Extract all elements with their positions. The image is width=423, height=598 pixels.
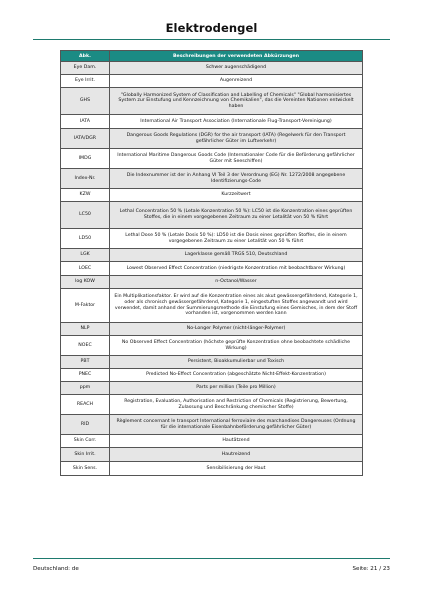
table-body [61, 62, 363, 476]
abbreviation-cell: GHS [61, 88, 110, 115]
description-cell: Règlement concernant le transport International ferroviaire des marchandises Dangereuses (Ordnung für die internationale Eisenbahnbeförderung gefährlicher Güter) [110, 415, 363, 435]
table-row [61, 448, 363, 462]
table-row [61, 129, 363, 149]
table-row [61, 323, 363, 336]
abbreviation-cell: Index-Nr. [61, 169, 110, 189]
header-description: Beschreibungen der verwendeten Abkürzungen [110, 51, 363, 62]
table-row [61, 382, 363, 395]
abbreviation-cell: REACH [61, 395, 110, 415]
description-cell: Augenreizend [110, 75, 363, 88]
description-cell: Sensibilisierung der Haut [110, 462, 363, 476]
description-cell: n-Octanol/Wasser [110, 276, 363, 289]
abbreviation-cell: Eye Irrit. [61, 75, 110, 88]
table-row [61, 435, 363, 448]
footer-rule [33, 558, 390, 559]
abbreviation-cell: LD50 [61, 229, 110, 249]
description-cell: Parts per million (Teile pro Million) [110, 382, 363, 395]
table-row [61, 75, 363, 88]
footer-country: Deutschland: de [33, 566, 79, 572]
table-header-row [61, 51, 363, 62]
description-cell: Hautätzend [110, 435, 363, 448]
page-title: Elektrodengel [165, 21, 258, 35]
abbreviation-cell: LGK [61, 249, 110, 262]
description-cell: "Globally Harmonized System of Classification and Labelling of Chemicals" "Global harmonisiertes System zur Einstufung und Kennzeichnung von Chemikalien", das die Vereinten Nationen entwickelt haben [110, 88, 363, 115]
table-row [61, 369, 363, 382]
abbreviation-cell: NLP [61, 323, 110, 336]
description-cell: Hautreizend [110, 448, 363, 462]
table-row [61, 462, 363, 476]
abbreviation-cell: Skin Irrit. [61, 448, 110, 462]
table-row [61, 249, 363, 262]
description-cell: International Air Transport Association (Internationale Flug-Transport-Vereinigung) [110, 115, 363, 129]
table-row [61, 149, 363, 169]
abbreviation-cell: IMDG [61, 149, 110, 169]
description-cell: Die Indexnummer ist der in Anhang VI Teil 3 der Verordnung (EG) Nr. 1272/2008 angegebene Identifizierungs-Code [110, 169, 363, 189]
table-row [61, 229, 363, 249]
table-row [61, 415, 363, 435]
table-row [61, 189, 363, 202]
table-row [61, 88, 363, 115]
abbreviation-cell: RID [61, 415, 110, 435]
abbreviation-cell: ppm [61, 382, 110, 395]
abbreviations-table [60, 50, 363, 476]
description-cell: Lowest Observed Effect Concentration (niedrigste Konzentration mit beobachtbarer Wirkung) [110, 262, 363, 276]
description-cell: Kurzzeitwert [110, 189, 363, 202]
description-cell: Dangerous Goods Regulations (DGR) for the air transport (IATA) (Regelwerk für den Transport gefährlicher Güter im Luftverkehr) [110, 129, 363, 149]
abbreviation-cell: Eye Dam. [61, 62, 110, 75]
description-cell: International Maritime Dangerous Goods Code (Internationaler Code für die Beförderung gefährlicher Güter mit Seeschiffen) [110, 149, 363, 169]
table-row [61, 336, 363, 356]
table-row [61, 62, 363, 75]
abbreviation-cell: PNEC [61, 369, 110, 382]
abbreviation-cell: NOEC [61, 336, 110, 356]
abbreviation-cell: LOEC [61, 262, 110, 276]
footer-page-number: Seite: 21 / 23 [352, 566, 390, 572]
abbreviation-cell: log KOW [61, 276, 110, 289]
abbreviation-cell: Skin Corr. [61, 435, 110, 448]
description-cell: Lethal Dose 50 % (Letale Dosis 50 %): LD50 ist die Dosis eines geprüften Stoffes, die in einem vorgegebenen Zeitraum zu einer Letalität von 50 % führt [110, 229, 363, 249]
description-cell: Persistent, Bioakkumulierbar und Toxisch [110, 356, 363, 369]
description-cell: Registration, Evaluation, Authorisation and Restriction of Chemicals (Registrierung, Bewertung, Zulassung und Beschränkung chemischer Stoffe) [110, 395, 363, 415]
header-abbr: Abk. [61, 51, 110, 62]
abbreviation-cell: LC50 [61, 202, 110, 229]
table-row [61, 395, 363, 415]
abbreviation-cell: PBT [61, 356, 110, 369]
table-row [61, 262, 363, 276]
abbreviation-cell: IATA/DGR [61, 129, 110, 149]
abbreviation-cell: M-Faktor [61, 289, 110, 323]
table-row [61, 115, 363, 129]
table-row [61, 169, 363, 189]
description-cell: Ein Multiplikationsfaktor. Er wird auf die Konzentration eines als akut gewässergefährdend, Kategorie 1, oder als chronisch gewässergefährdend, Kategorie 1, eingestuften Stoffes angewandt und wird verwendet, damit anhand der Summierungsmethode die Einstufung eines Gemisches, in dem der Stoff vorhanden ist, vorgenommen werden kann [110, 289, 363, 323]
description-cell: No Observed Effect Concentration (höchste geprüfte Konzentration ohne beobachtete schädliche Wirkung) [110, 336, 363, 356]
abbreviation-cell: KZW [61, 189, 110, 202]
header-rule [33, 39, 390, 40]
table-row [61, 289, 363, 323]
table-row [61, 202, 363, 229]
description-cell: Lethal Concentration 50 % (Letale Konzentration 50 %): LC50 ist die Konzentration eines geprüften Stoffes, die in einem vorgegebenen Zeitraum zu einer Letalität von 50 % führt [110, 202, 363, 229]
description-cell: No-Longer Polymer (nicht-länger-Polymer) [110, 323, 363, 336]
description-cell: Predicted No-Effect Concentration (abgeschätzte Nicht-Effekt-Konzentration) [110, 369, 363, 382]
description-cell: Schwer augenschädigend [110, 62, 363, 75]
abbreviation-cell: IATA [61, 115, 110, 129]
description-cell: Lagerklasse gemäß TRGS 510, Deutschland [110, 249, 363, 262]
table-row [61, 276, 363, 289]
abbreviation-cell: Skin Sens. [61, 462, 110, 476]
table-row [61, 356, 363, 369]
